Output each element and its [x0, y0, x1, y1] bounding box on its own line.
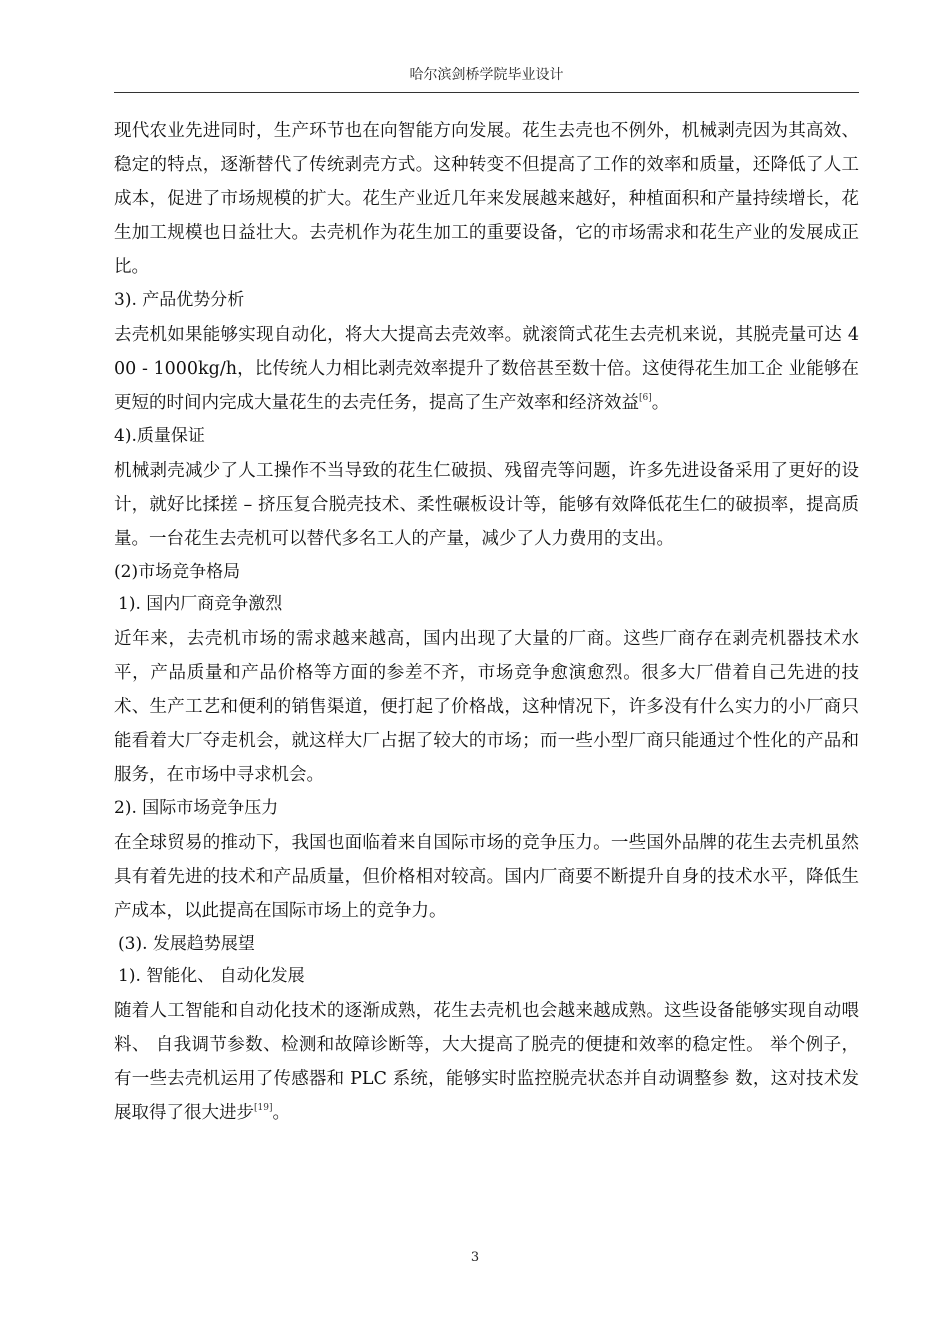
heading-international-competition: 2). 国际市场竞争压力: [114, 798, 279, 818]
heading-development-trends: (3). 发展趋势展望: [118, 934, 255, 954]
citation-ref: [19]: [254, 1103, 273, 1113]
paragraph-end: 。: [272, 1103, 290, 1123]
page-header: 哈尔滨剑桥学院毕业设计: [114, 64, 859, 93]
heading-market-competition: (2)市场竞争格局: [114, 562, 241, 582]
paragraph-end: 。: [651, 393, 670, 413]
heading-quality-assurance: 4).质量保证: [114, 426, 205, 446]
paragraph-intelligent-automation: [114, 994, 859, 1130]
heading-product-advantage: 3). 产品优势分析: [114, 290, 245, 310]
page-number: 3: [470, 1250, 480, 1265]
citation-ref: [6]: [639, 393, 652, 403]
paragraph-text: 去壳机如果能够实现自动化，将大大提高去壳效率。就滚筒式花生去壳机来说，其脱壳量可达 400 - 1000kg/h，比传统人力相比剥壳效率提升了数倍甚至数十倍。这使得花生加工企 业能够在更短的时间内完成大量花生的去壳任务，提高了生产效率和经济效益: [114, 325, 859, 413]
paragraph-domestic-competition: 近年来，去壳机市场的需求越来越高，国内出现了大量的厂商。这些厂商存在剥壳机器技术水平，产品质量和产品价格等方面的参差不齐，市场竞争愈演愈烈。很多大厂借着自己先进的技术、生产工艺和便利的销售渠道，便打起了价格战，这种情况下，许多没有什么实力的小厂商只能看着大厂夺走机会，就这样大厂占据了较大的市场；而一些小型厂商只能通过个性化的产品和服务，在市场中寻求机会。: [114, 629, 859, 785]
paragraph-text: 随着人工智能和自动化技术的逐渐成熟，花生去壳机也会越来越成熟。这些设备能够实现自动喂料、 自我调节参数、检测和故障诊断等，大大提高了脱壳的便捷和效率的稳定性。 举个例子，有一些去壳机运用了传感器和 PLC 系统，能够实时监控脱壳状态并自动调整参 数，这对技术发展取得了很大进步: [114, 1001, 859, 1123]
document-body: [114, 114, 859, 1130]
paragraph-quality-assurance: 机械剥壳减少了人工操作不当导致的花生仁破损、残留壳等问题，许多先进设备采用了更好的设计，就好比揉搓 – 挤压复合脱壳技术、柔性碾板设计等，能够有效降低花生仁的破损率，提高质量。一台花生去壳机可以替代多名工人的产量，减少了人力费用的支出。: [114, 461, 859, 549]
paragraph-market-demand: 现代农业先进同时，生产环节也在向智能方向发展。花生去壳也不例外，机械剥壳因为其高效、稳定的特点，逐渐替代了传统剥壳方式。这种转变不但提高了工作的效率和质量，还降低了人工成本，促进了市场规模的扩大。花生产业近几年来发展越来越好，种植面积和产量持续增长，花生加工规模也日益壮大。去壳机作为花生加工的重要设备，它的市场需求和花生产业的发展成正比。: [114, 121, 859, 277]
paragraph-international-competition: 在全球贸易的推动下，我国也面临着来自国际市场的竞争压力。一些国外品牌的花生去壳机虽然具有着先进的技术和产品质量，但价格相对较高。国内厂商要不断提升自身的技术水平，降低生产成本，以此提高在国际市场上的竞争力。: [114, 833, 859, 921]
heading-intelligent-automation: 1). 智能化、 自动化发展: [118, 966, 305, 986]
paragraph-product-advantage: [114, 318, 859, 420]
heading-domestic-competition: 1). 国内厂商竞争激烈: [118, 594, 283, 614]
